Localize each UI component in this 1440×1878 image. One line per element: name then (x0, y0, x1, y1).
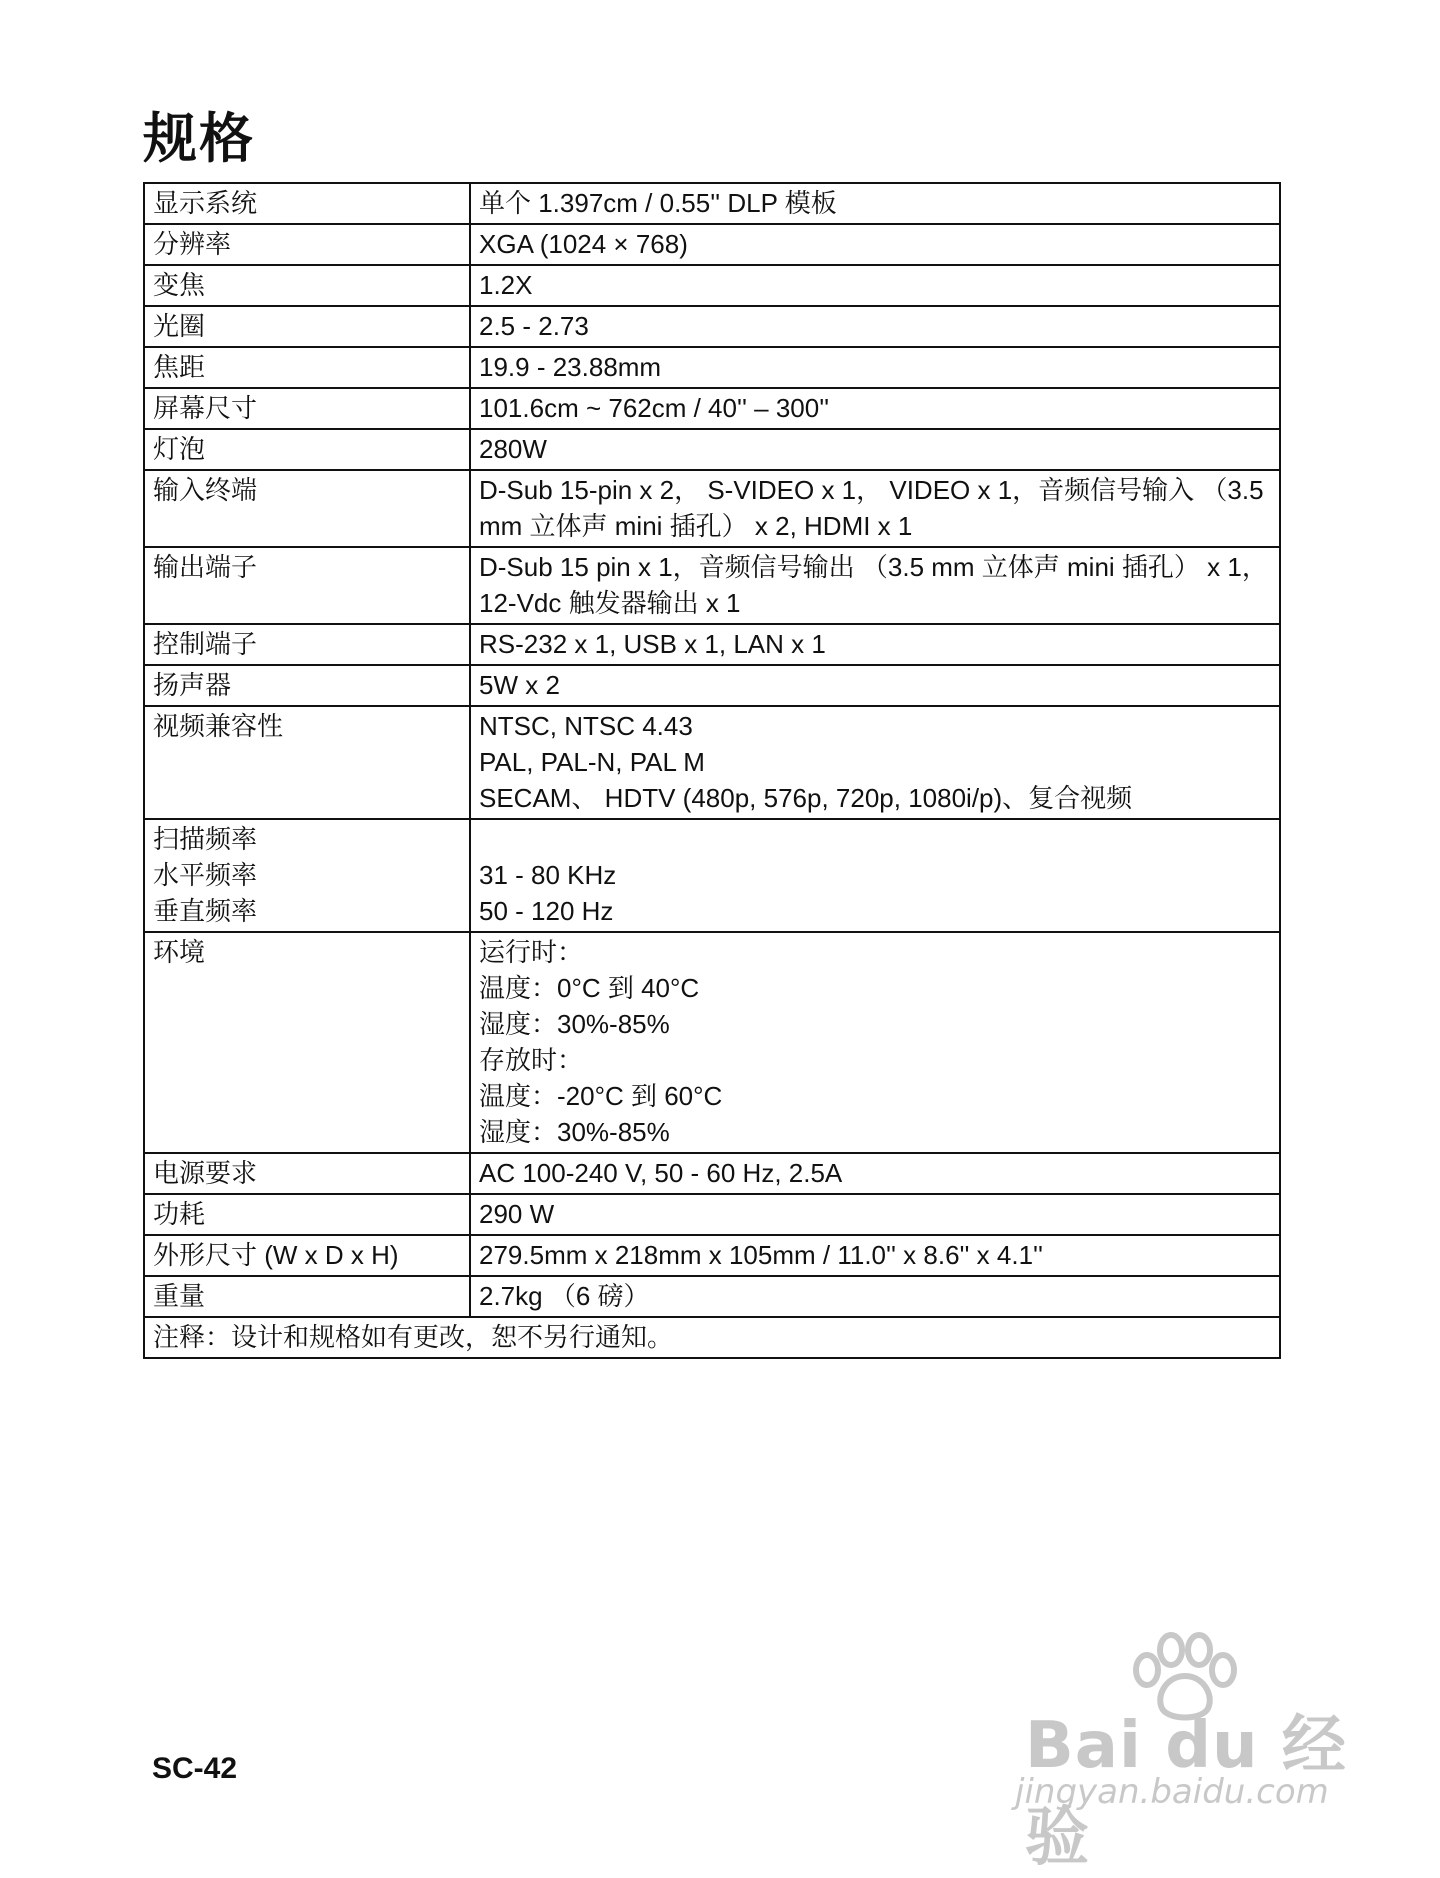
spec-label-cell (144, 265, 470, 306)
spec-label-cell (144, 306, 470, 347)
spec-row (144, 388, 1280, 429)
spec-value-cell (470, 470, 1280, 547)
spec-label-cell (144, 665, 470, 706)
spec-label: 变焦 (153, 270, 206, 300)
spec-note-row (144, 1317, 1280, 1358)
watermark (1015, 1632, 1355, 1875)
spec-value: AC 100-240 V, 50 - 60 Hz, 2.5A (479, 1158, 843, 1188)
spec-label-cell (144, 470, 470, 547)
spec-value: 温度：0°C 到 40°C (479, 973, 700, 1003)
spec-value-cell (470, 388, 1280, 429)
spec-row (144, 706, 1280, 819)
spec-value-cell (470, 429, 1280, 470)
spec-value-cell (470, 1235, 1280, 1276)
spec-row (144, 429, 1280, 470)
spec-value-cell (470, 1194, 1280, 1235)
spec-row (144, 932, 1280, 1153)
spec-row (144, 665, 1280, 706)
spec-value: 存放时： (479, 1045, 584, 1075)
spec-row (144, 547, 1280, 624)
spec-value: 湿度：30%-85% (479, 1117, 670, 1147)
spec-value: XGA (1024 × 768) (479, 229, 688, 259)
spec-row (144, 224, 1280, 265)
spec-row (144, 347, 1280, 388)
spec-label-cell (144, 183, 470, 224)
page-number: SC-42 (152, 1752, 238, 1785)
spec-value: PAL, PAL-N, PAL M (479, 747, 705, 777)
spec-label: 功耗 (153, 1199, 206, 1229)
spec-value: 19.9 - 23.88mm (479, 352, 662, 382)
spec-label: 外形尺寸 (W x D x H) (153, 1240, 399, 1270)
spec-row (144, 470, 1280, 547)
spec-label: 环境 (153, 937, 206, 967)
spec-label-cell (144, 819, 470, 932)
spec-value: 2.5 - 2.73 (479, 311, 589, 341)
watermark-url: jingyan.baidu.com (1015, 1772, 1329, 1812)
spec-label: 输出端子 (153, 552, 258, 582)
spec-row (144, 624, 1280, 665)
spec-row (144, 1194, 1280, 1235)
spec-value-cell (470, 224, 1280, 265)
spec-label: 输入终端 (153, 475, 258, 505)
spec-value-cell (470, 1276, 1280, 1317)
spec-label-cell (144, 1276, 470, 1317)
spec-value: 280W (479, 434, 547, 464)
spec-value-cell (470, 665, 1280, 706)
spec-label: 焦距 (153, 352, 206, 382)
spec-value: 湿度：30%-85% (479, 1009, 670, 1039)
spec-label-cell (144, 1153, 470, 1194)
spec-value: 50 - 120 Hz (479, 896, 614, 926)
spec-label: 控制端子 (153, 629, 258, 659)
spec-label-cell (144, 224, 470, 265)
spec-label: 光圈 (153, 311, 206, 341)
spec-row (144, 819, 1280, 932)
spec-label-cell (144, 1235, 470, 1276)
spec-label: 扬声器 (153, 670, 232, 700)
spec-label-cell (144, 706, 470, 819)
spec-label: 扫描频率 (153, 824, 258, 854)
spec-value-cell (470, 624, 1280, 665)
spec-label: 灯泡 (153, 434, 206, 464)
spec-value-cell (470, 819, 1280, 932)
spec-table-body (144, 183, 1280, 1358)
spec-label-cell (144, 932, 470, 1153)
spec-value-cell (470, 1153, 1280, 1194)
spec-value: SECAM、 HDTV (480p, 576p, 720p, 1080i/p)、复合视频 (479, 783, 1133, 813)
spec-label-cell (144, 347, 470, 388)
spec-value (479, 821, 1271, 857)
spec-row (144, 1276, 1280, 1317)
spec-row (144, 265, 1280, 306)
spec-row (144, 1153, 1280, 1194)
spec-value: 5W x 2 (479, 670, 560, 700)
spec-row (144, 183, 1280, 224)
spec-value: 101.6cm ~ 762cm / 40'' – 300'' (479, 393, 830, 423)
spec-label-cell (144, 388, 470, 429)
spec-value: D-Sub 15-pin x 2， S-VIDEO x 1， VIDEO x 1，音频信号输入 （3.5 mm 立体声 mini 插孔） x 2, HDMI x 1 (479, 475, 1264, 541)
spec-value: D-Sub 15 pin x 1，音频信号输出 （3.5 mm 立体声 mini 插孔） x 1， 12-Vdc 触发器输出 x 1 (479, 552, 1268, 618)
page-title: 规格 (143, 107, 255, 170)
spec-value-cell (470, 706, 1280, 819)
spec-label: 视频兼容性 (153, 711, 284, 741)
spec-row (144, 1235, 1280, 1276)
spec-value-cell (470, 932, 1280, 1153)
spec-label: 分辨率 (153, 229, 232, 259)
spec-value-cell (470, 306, 1280, 347)
spec-value: RS-232 x 1, USB x 1, LAN x 1 (479, 629, 826, 659)
spec-value: 运行时： (479, 937, 584, 967)
spec-value: NTSC, NTSC 4.43 (479, 711, 693, 741)
spec-value-cell (470, 183, 1280, 224)
spec-value-cell (470, 265, 1280, 306)
spec-label: 水平频率 (153, 860, 258, 890)
spec-value: 温度：-20°C 到 60°C (479, 1081, 723, 1111)
spec-row (144, 306, 1280, 347)
spec-label-cell (144, 624, 470, 665)
spec-label: 屏幕尺寸 (153, 393, 258, 423)
spec-value: 2.7kg （6 磅） (479, 1281, 650, 1311)
spec-value: 31 - 80 KHz (479, 860, 617, 890)
spec-value: 单个 1.397cm / 0.55'' DLP 模板 (479, 188, 837, 218)
spec-note: 注释：设计和规格如有更改，恕不另行通知。 (144, 1317, 1280, 1358)
spec-value-cell (470, 347, 1280, 388)
spec-value: 290 W (479, 1199, 555, 1229)
spec-label-cell (144, 547, 470, 624)
spec-table (143, 182, 1281, 1359)
spec-label-cell (144, 1194, 470, 1235)
spec-label: 电源要求 (153, 1158, 258, 1188)
spec-label-cell (144, 429, 470, 470)
spec-label: 垂直频率 (153, 896, 258, 926)
spec-value: 279.5mm x 218mm x 105mm / 11.0'' x 8.6'' x 4.1'' (479, 1240, 1043, 1270)
spec-value-cell (470, 547, 1280, 624)
spec-label: 重量 (153, 1281, 206, 1311)
spec-value: 1.2X (479, 270, 533, 300)
spec-label: 显示系统 (153, 188, 258, 218)
watermark-brand: Bai du 经验 (1025, 1709, 1347, 1875)
